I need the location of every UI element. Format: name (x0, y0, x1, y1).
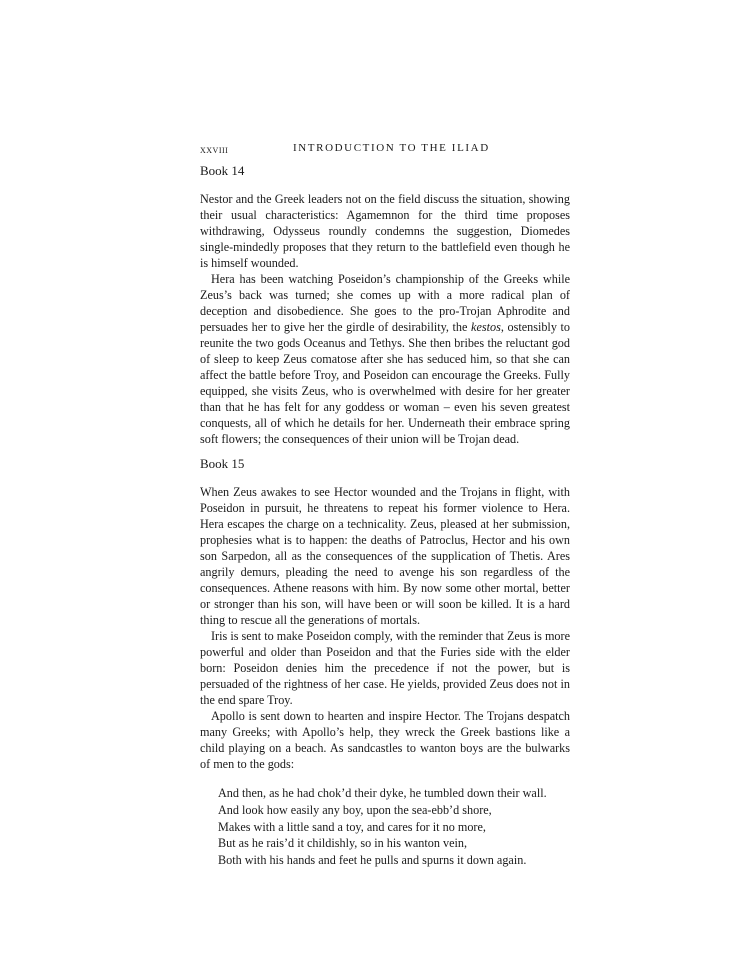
verse-line: Both with his hands and feet he pulls and spurns it down again. (218, 853, 527, 868)
paragraph: Apollo is sent down to hearten and inspire Hector. The Trojans despatch many Greeks; with Apollo’s help, they wreck the Greek bastions like a child playing on a beach. As sandcastles to wanton boys are the bulwarks of men to the gods: (200, 709, 570, 771)
section-heading: Book 15 (200, 456, 245, 471)
paragraph-text: Hera has been watching Poseidon’s championship of the Greeks while Zeus’s back was turned; she comes up with a more radical plan of deception and disobedience. She goes to the pro-Trojan Aphrodite and persuades her to give her the girdle of desirability, the (200, 272, 570, 334)
running-head (200, 142, 570, 160)
paragraph: When Zeus awakes to see Hector wounded and the Trojans in flight, with Poseidon in pursuit, he threatens to repeat his former violence to Hera. Hera escapes the charge on a technicality. Zeus, pleased at her submission, prophesies what is to happen: the deaths of Patroclus, Hector and his own son Sarpedon, all as the consequences of the supplication of Thetis. Ares angrily demurs, pleading the need to avenge his son regardless of the consequences. Athene reasons with him. By now some other mortal, better or stronger than his son, will have been or will soon be killed. It is a hard thing to rescue all the generations of mortals. (200, 485, 570, 627)
section-book-15 (200, 455, 570, 869)
verse-quotation (218, 785, 570, 869)
paragraph (200, 271, 570, 447)
italic-term: kestos (471, 320, 501, 334)
verse-line: And then, as he had chok’d their dyke, he tumbled down their wall. (218, 786, 547, 800)
running-head-title: INTRODUCTION TO THE ILIAD (293, 142, 490, 154)
book-page (200, 142, 570, 869)
paragraph-text: , ostensibly to reunite the two gods Oceanus and Tethys. She then bribes the reluctant god of sleep to keep Zeus comatose after she has seduced him, so that she can affect the battle before Troy, and Poseidon can encourage the Greeks. Fully equipped, she visits Zeus, who is overwhelmed with desire for her greater than that he has felt for any goddess or woman – even his seven greatest conquests, all of which he details for her. Underneath their embrace spring soft flowers; the consequences of their union will be Trojan dead. (200, 320, 570, 446)
verse-line: But as he rais’d it childishly, so in his wanton vein, (218, 836, 468, 851)
paragraph: Nestor and the Greek leaders not on the field discuss the situation, showing their usual characteristics: Agamemnon for the third time proposes withdrawing, Odysseus roundly condemns the suggestion, Diomedes single-mindedly proposes that they return to the battlefield even though he is himself wounded. (200, 192, 570, 270)
paragraph: Iris is sent to make Poseidon comply, with the reminder that Zeus is more powerful and older than Poseidon and that the Furies side with the elder born: Poseidon denies him the precedence if not the power, but is persuaded of the rightness of her case. He yields, provided Zeus does not in the end spare Troy. (200, 629, 570, 707)
section-book-14 (200, 162, 570, 447)
verse-line: Makes with a little sand a toy, and cares for it no more, (218, 819, 486, 834)
section-heading: Book 14 (200, 163, 245, 178)
page-number: xxviii (200, 142, 229, 156)
verse-line: And look how easily any boy, upon the sea-ebb’d shore, (218, 802, 492, 817)
